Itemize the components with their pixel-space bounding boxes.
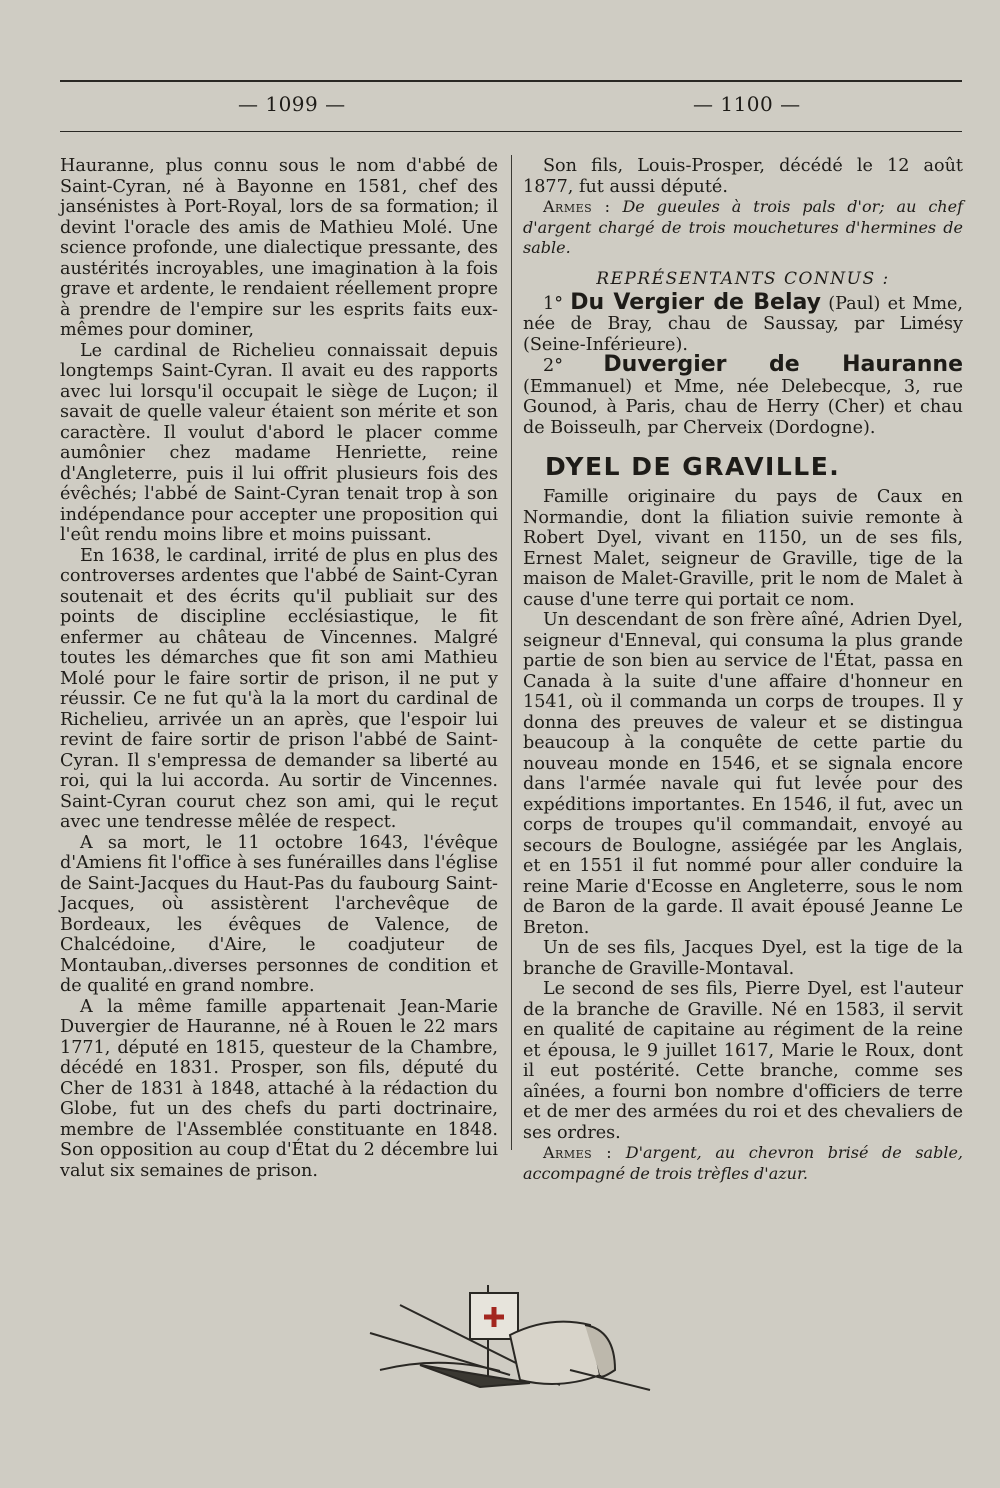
arms-text-2: D'argent, au chevron brisé de sable, accompagné de trois trèfles d'azur. — [523, 1143, 963, 1183]
representative-1 — [523, 289, 964, 356]
family-heading: DYEL DE GRAVILLE. — [545, 452, 841, 481]
right-paragraph-2: Un descendant de son frère aîné, Adrien Dyel, seigneur d'Enneval, qui consuma la plus grande partie de son bien au service de l'État, passa en Canada à la suite d'une affaire d'honneur en 1541, où il commanda un corps de troupes. Il y donna des preuves de valeur et se distingua beaucoup à la conquête de cette partie du nouveau monde en 1546, et se signala encore dans l'armée navale qui fut levée pour des expéditions importantes. En 1546, il fut, avec un corps de troupes qu'il commandait, envoyé au secours de Boulogne, assiégée par les Anglais, et en 1551 il fut nommé pour aller conduire la reine Marie d'Ecosse en Angleterre, sous le nom de Baron de la garde. Il avait épousé Jeanne Le Breton. — [523, 610, 963, 938]
rep2-name: Duvergier de Hauranne — [603, 352, 963, 377]
page-number-right: — 1100 — — [693, 92, 801, 116]
right-column — [523, 156, 963, 1184]
rep1-name: Du Vergier de Belay — [570, 289, 821, 315]
rep1-details: (Paul) et Mme, née de Bray, chau de Saussay, par Limésy (Seine-Inférieure). — [523, 293, 964, 355]
right-intro-paragraph: Son fils, Louis-Prosper, décédé le 12 août 1877, fut aussi député. — [523, 156, 963, 197]
header-bottom-rule — [60, 131, 962, 132]
representative-2 — [523, 352, 963, 438]
left-paragraph-4: A sa mort, le 11 octobre 1643, l'évêque d'Amiens fit l'office à ses funérailles dans l'église de Saint-Jacques du Haut-Pas du faubourg Saint-Jacques, où assistèrent l'archevêque de Bordeaux, les évêques de Valence, de Chalcédoine, d'Aire, le coadjuteur de Montauban,.diverses personnes de condition et de qualité en grand nombre. — [60, 832, 498, 996]
left-paragraph-1: Hauranne, plus connu sous le nom d'abbé de Saint-Cyran, né à Bayonne en 1581, chef des jansénistes à Port-Royal, lors de sa formation; il devint l'oracle des amis de Mathieu Molé. Une science profonde, une dialectique pressante, des austérités incroyables, une imagination à la fois grave et ardente, le rendaient réellement propre à prendre de l'empire sur les esprits faits eux-mêmes pour dominer, — [60, 156, 498, 340]
trophy-of-arms-vignette-icon — [360, 1275, 660, 1395]
left-paragraph-3: En 1638, le cardinal, irrité de plus en plus des controverses ardentes que l'abbé de Saint-Cyran soutenait et des écrits qu'il publiait sur des points de discipline ecclésiastique, le fit enfermer au château de Vincennes. Malgré toutes les démarches que fit son ami Mathieu Molé pour le faire sortir de prison, il ne put y réussir. Ce ne fut qu'à la la mort du cardinal de Richelieu, arrivée un an après, que l'espoir lui revint de faire sortir de prison l'abbé de Saint-Cyran. Il s'empressa de demander sa liberté au roi, qui la lui accorda. Au sortir de Vincennes. Saint-Cyran courut chez son ami, qui le reçut avec une tendresse mêlée de respect. — [60, 545, 498, 832]
left-paragraph-5: A la même famille appartenait Jean-Marie Duvergier de Hauranne, né à Rouen le 22 mars 1771, député en 1815, questeur de la Chambre, décédé en 1831. Prosper, son fils, député du Cher de 1831 à 1848, attaché à la rédaction du Globe, fut un des chefs du parti doctrinaire, membre de l'Assemblée constituante en 1848. Son opposition au coup d'État du 2 décembre lui valut six semaines de prison. — [60, 996, 498, 1181]
left-paragraph-2: Le cardinal de Richelieu connaissait depuis longtemps Saint-Cyran. Il avait eu des rapports avec lui lorsqu'il occupait le siège de Luçon; il savait de quelle valeur étaient son mérite et son caractère. Il voulut d'abord le placer comme aumônier chez madame Henriette, reine d'Angleterre, puis il lui offrit plusieurs fois des évêchés; l'abbé de Saint-Cyran tenait trop à son indépendance pour accepter une proposition qui l'eût rendu moins libre et moins puissant. — [60, 340, 498, 545]
rep1-number: 1° — [543, 293, 563, 314]
arms-label-2: Armes : — [543, 1143, 613, 1162]
left-column — [60, 156, 498, 1181]
arms-label-1: Armes : — [543, 197, 611, 216]
page-number-left: — 1099 — — [238, 92, 346, 116]
arms-text-1: De gueules à trois pals d'or; au chef d'argent chargé de trois mouchetures d'hermines de sable. — [523, 197, 963, 257]
column-divider — [511, 155, 512, 1150]
rep2-details: (Emmanuel) et Mme, née Delebecque, 3, rue Gounod, à Paris, chau de Herry (Cher) et chau de Boisseulh, par Cherveix (Dordogne). — [523, 376, 963, 438]
arms-blazon-2 — [523, 1143, 963, 1184]
arms-blazon-1 — [523, 197, 963, 259]
header-top-rule — [60, 80, 962, 82]
right-paragraph-1: Famille originaire du pays de Caux en Normandie, dont la filiation suivie remonte à Robert Dyel, vivant en 1150, un de ses fils, Ernest Malet, seigneur de Graville, tige de la maison de Malet-Graville, prit le nom de Malet à cause d'une terre qui portait ce nom. — [523, 487, 963, 610]
right-paragraph-4: Le second de ses fils, Pierre Dyel, est l'auteur de la branche de Graville. Né en 1583, il servit en qualité de capitaine au régiment de la reine et épousa, le 9 juillet 1617, Marie le Roux, dont il eut postérité. Cette branche, comme ses aînées, a fourni bon nombre d'officiers de terre et de mer des armées du roi et des chevaliers de ses ordres. — [523, 979, 963, 1143]
representatives-heading: REPRÉSENTANTS CONNUS : — [596, 268, 890, 289]
right-paragraph-3: Un de ses fils, Jacques Dyel, est la tige de la branche de Graville-Montaval. — [523, 938, 963, 979]
rep2-number: 2° — [543, 356, 563, 376]
